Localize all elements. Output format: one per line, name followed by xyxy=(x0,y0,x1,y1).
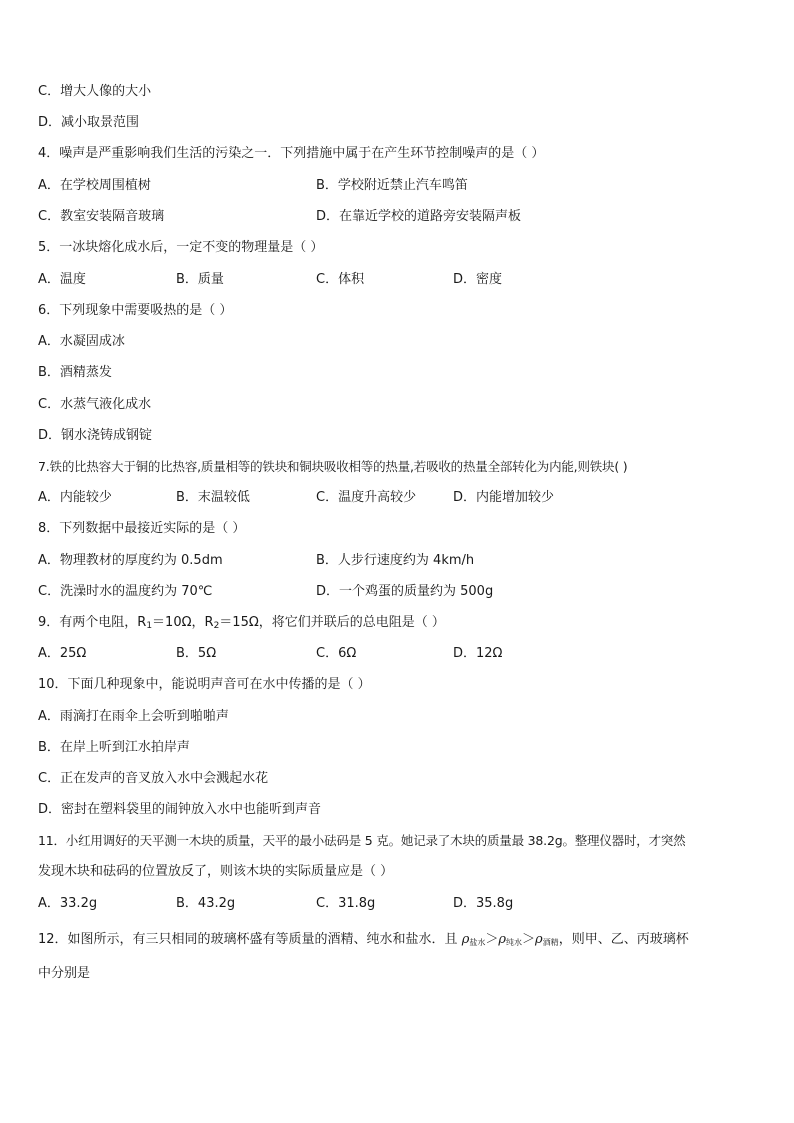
question-12-line2: 中分别是 xyxy=(38,966,91,981)
q9-sub-2: 2 xyxy=(213,621,220,631)
question-12-line1 xyxy=(38,932,689,951)
q12-text-pre: 12．如图所示，有三只相同的玻璃杯盛有等质量的酒精、纯水和盐水．且 xyxy=(38,932,458,947)
q9-option-d: D．12Ω xyxy=(453,646,503,661)
line-option-c: C．增大人像的大小 xyxy=(38,84,152,99)
question-4: 4．噪声是严重影响我们生活的污染之一．下列措施中属于在产生环节控制噪声的是（ ） xyxy=(38,146,545,161)
question-10: 10．下面几种现象中，能说明声音可在水中传播的是（ ） xyxy=(38,677,371,692)
question-5: 5．一冰块熔化成水后，一定不变的物理量是（ ） xyxy=(38,240,324,255)
rho-alcohol: $\rho_{酒精}$ xyxy=(535,932,559,947)
q9-text-post: ＝15Ω，将它们并联后的总电阻是（ ） xyxy=(219,615,445,630)
q10-option-d: D．密封在塑料袋里的闹钟放入水中也能听到声音 xyxy=(38,802,322,817)
q11-option-a: A．33.2g xyxy=(38,896,98,911)
q7-option-c: C．温度升高较少 xyxy=(316,490,417,505)
question-6: 6．下列现象中需要吸热的是（ ） xyxy=(38,303,233,318)
question-8: 8．下列数据中最接近实际的是（ ） xyxy=(38,521,246,536)
question-11-line1: 11．小红用调好的天平测一木块的质量，天平的最小砝码是 5 克。她记录了木块的质量最 38.2g。整理仪器时，才突然 xyxy=(38,833,686,848)
question-11-line2: 发现木块和砝码的位置放反了，则该木块的实际质量应是（ ） xyxy=(38,864,394,879)
q6-option-b: B．酒精蒸发 xyxy=(38,365,112,380)
q6-option-c: C．水蒸气液化成水 xyxy=(38,397,152,412)
q10-option-a: A．雨滴打在雨伞上会听到啪啪声 xyxy=(38,709,229,724)
question-7: 7.铁的比热容大于铜的比热容,质量相等的铁块和铜块吸收相等的热量,若吸收的热量全部转化为内能,则铁块( ) xyxy=(38,459,628,474)
q7-option-d: D．内能增加较少 xyxy=(453,490,555,505)
rho-pure-water: $\rho_{纯水}$ xyxy=(498,932,523,947)
q9-option-c: C．6Ω xyxy=(316,646,357,661)
q8-option-a: A．物理教材的厚度约为 0.5dm xyxy=(38,553,223,568)
line-option-d: D．减小取景范围 xyxy=(38,115,140,130)
q9-text-mid: ＝10Ω，R xyxy=(152,615,214,630)
q6-option-a: A．水凝固成冰 xyxy=(38,334,125,349)
q7-option-a: A．内能较少 xyxy=(38,490,112,505)
q8-option-d: D．一个鸡蛋的质量约为 500g xyxy=(316,584,494,599)
q8-option-b: B．人步行速度约为 4km/h xyxy=(316,553,475,568)
q4-option-d: D．在靠近学校的道路旁安装隔声板 xyxy=(316,209,522,224)
q5-option-c: C．体积 xyxy=(316,272,365,287)
q4-option-a: A．在学校周围植树 xyxy=(38,178,151,193)
q9-option-a: A．25Ω xyxy=(38,646,87,661)
q6-option-d: D．钢水浇铸成钢锭 xyxy=(38,428,153,443)
q11-option-d: D．35.8g xyxy=(453,896,514,911)
q7-option-b: B．末温较低 xyxy=(176,490,250,505)
greater-than-2: ＞ xyxy=(522,932,536,947)
q9-sub-1: 1 xyxy=(146,621,153,631)
q12-text-post: ，则甲、乙、丙玻璃杯 xyxy=(558,932,689,947)
q5-option-a: A．温度 xyxy=(38,272,86,287)
q4-option-b: B．学校附近禁止汽车鸣笛 xyxy=(316,178,468,193)
q11-option-c: C．31.8g xyxy=(316,896,376,911)
q5-option-d: D．密度 xyxy=(453,272,503,287)
q5-option-b: B．质量 xyxy=(176,272,224,287)
q10-option-b: B．在岸上听到江水拍岸声 xyxy=(38,740,190,755)
q8-option-c: C．洗澡时水的温度约为 70℃ xyxy=(38,584,213,599)
q9-option-b: B．5Ω xyxy=(176,646,217,661)
q11-option-b: B．43.2g xyxy=(176,896,236,911)
greater-than-1: ＞ xyxy=(485,932,499,947)
q9-text-pre: 9．有两个电阻，R xyxy=(38,615,147,630)
rho-salt-water: $\rho_{盐水}$ xyxy=(461,932,486,947)
q4-option-c: C．教室安装隔音玻璃 xyxy=(38,209,165,224)
q10-option-c: C．正在发声的音叉放入水中会溅起水花 xyxy=(38,771,269,786)
question-9 xyxy=(38,615,445,634)
